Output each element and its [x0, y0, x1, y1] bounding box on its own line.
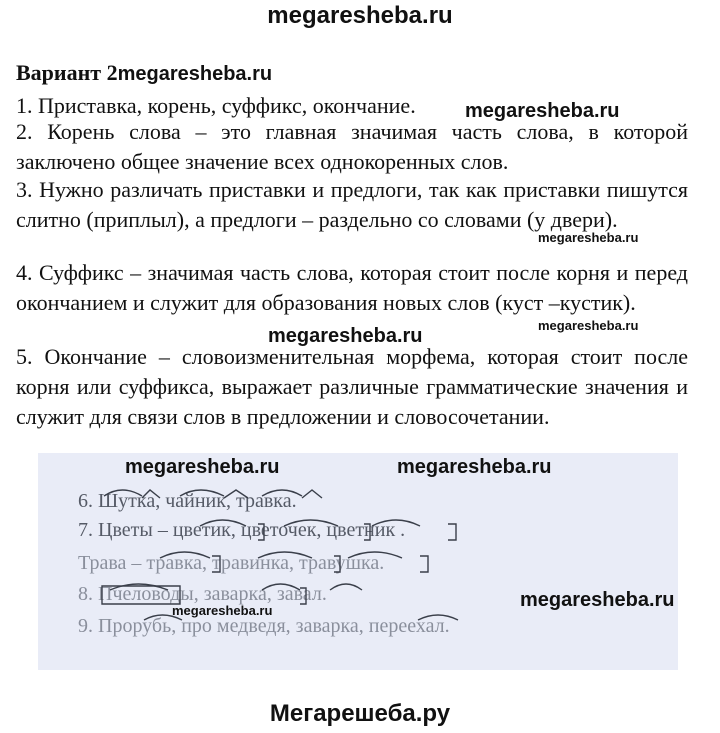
answer-1: 1. Приставка, корень, суффикс, окончание.: [16, 93, 416, 118]
site-watermark-bottom: Мегарешеба.ру: [269, 700, 451, 727]
exercise-line-grass: Трава – травка, травинка, травушка.: [78, 552, 385, 574]
site-watermark: megaresheba.ru: [397, 456, 552, 478]
exercise-line-6: 6. Шутка, чайник, травка.: [78, 490, 297, 512]
site-watermark: megaresheba.ru: [125, 456, 280, 478]
site-watermark: megaresheba.ru: [538, 318, 639, 333]
variant-heading-text: Вариант 2: [16, 60, 118, 85]
answer-5: 5. Окончание – словоизменительная морфема, которая стоит после корня или суффикса, выражает различные грамматические значения и служит для связи слов в предложении и словосочетании.: [16, 344, 688, 429]
site-watermark: megaresheba.ru: [172, 603, 273, 618]
variant-heading: [16, 60, 272, 86]
site-watermark-top: megaresheba.ru: [267, 2, 453, 29]
site-watermark: megaresheba.ru: [520, 589, 675, 611]
site-watermark: megaresheba.ru: [465, 100, 620, 122]
exercise-line-7: 7. Цветы – цветик, цветочек, цветник .: [78, 519, 406, 541]
exercise-line-9: 9. Прорубь, про медведя, заварка, переехал.: [78, 615, 450, 637]
site-watermark-inline: megaresheba.ru: [117, 63, 273, 85]
site-watermark: megaresheba.ru: [538, 230, 639, 245]
exercise-line-8: 8. Пчеловоды, заварка, завал.: [78, 583, 327, 605]
site-watermark: megaresheba.ru: [268, 325, 423, 347]
answer-2: 2. Корень слова – это главная значимая часть слова, в которой заключено общее значение всех однокоренных слов.: [16, 119, 688, 174]
answer-3: 3. Нужно различать приставки и предлоги, так как приставки пишутся слитно (приплыл), а предлоги – раздельно со словами (у двери).: [16, 177, 688, 232]
answer-4: 4. Суффикс – значимая часть слова, которая стоит после корня и перед окончанием и служит для образования новых слов (куст –кустик).: [16, 260, 688, 315]
